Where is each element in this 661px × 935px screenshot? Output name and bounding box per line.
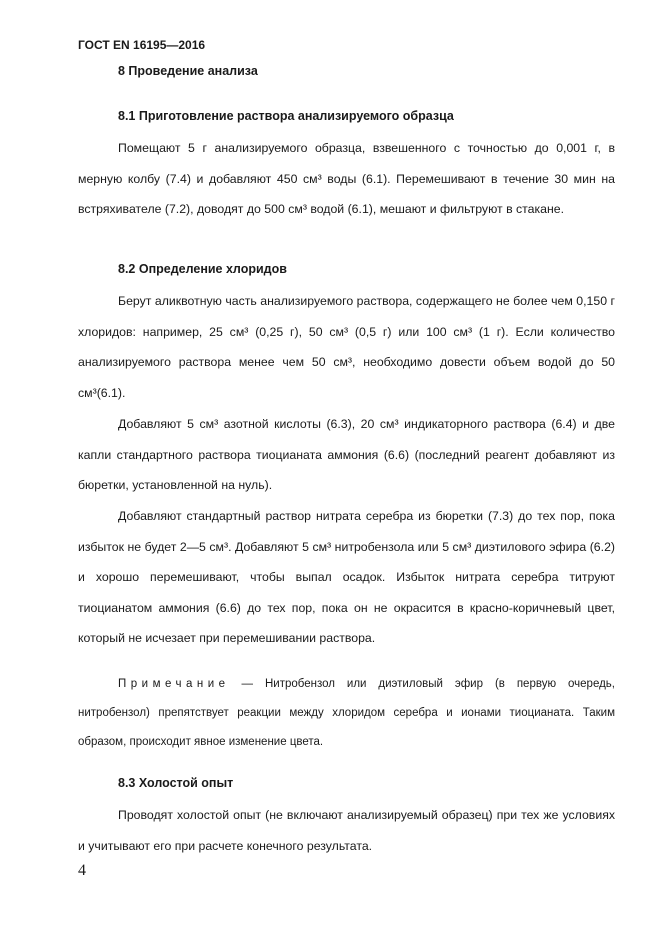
note-text: — Нитробензол или диэтиловый эфир (в первую очередь, нитробензол) препятствует реакции между хлоридом серебра и ионами тиоцианата. Таким образом, происходит явное изменение цвета. (78, 678, 615, 748)
document-header: ГОСТ EN 16195—2016 (78, 38, 206, 52)
section-8-1-paragraph: Помещают 5 г анализируемого образца, взвешенного с точностью до 0,001 г, в мерную колбу (7.4) и добавляют 450 см³ воды (6.1). Перемешивают в течение 30 мин на встряхивателе (7.2), доводят до 500 см³ водой (6.1), мешают и фильтруют в стакане. (78, 141, 615, 216)
page-number: 4 (78, 862, 86, 879)
note-label: Примечание (118, 678, 230, 690)
section-8-3-paragraph: Проводят холостой опыт (не включают анализируемый образец) при тех же условиях и учитывают его при расчете конечного результата. (78, 808, 615, 853)
section-8-1-heading: 8.1 Приготовление раствора анализируемого образца (118, 109, 454, 123)
section-8-2-paragraph-2: Добавляют 5 см³ азотной кислоты (6.3), 20 см³ индикаторного раствора (6.4) и две капли стандартного раствора тиоцианата аммония (6.6) (последний реагент добавляют из бюретки, установленной на нуль). (78, 417, 615, 492)
section-8-3-heading: 8.3 Холостой опыт (118, 776, 234, 790)
note-paragraph (78, 670, 615, 757)
section-8-heading: 8 Проведение анализа (118, 64, 258, 78)
section-8-2-heading: 8.2 Определение хлоридов (118, 262, 287, 276)
section-8-2-paragraph-1: Берут аликвотную часть анализируемого раствора, содержащего не более чем 0,150 г хлоридов: например, 25 см³ (0,25 г), 50 см³ (0,5 г) или 100 см³ (1 г). Если количество анализируемого раствора менее чем 50 см³, необходимо довести объем водой до 50 см³(6.1). (78, 294, 615, 400)
section-8-2-paragraph-3: Добавляют стандартный раствор нитрата серебра из бюретки (7.3) до тех пор, пока избыток не будет 2—5 см³. Добавляют 5 см³ нитробензола или 5 см³ диэтилового эфира (6.2) и хорошо перемешивают, чтобы выпал осадок. Избыток нитрата серебра титруют тиоцианатом аммония (6.6) до тех пор, пока он не окрасится в красно-коричневый цвет, который не исчезает при перемешивании раствора. (78, 509, 615, 645)
